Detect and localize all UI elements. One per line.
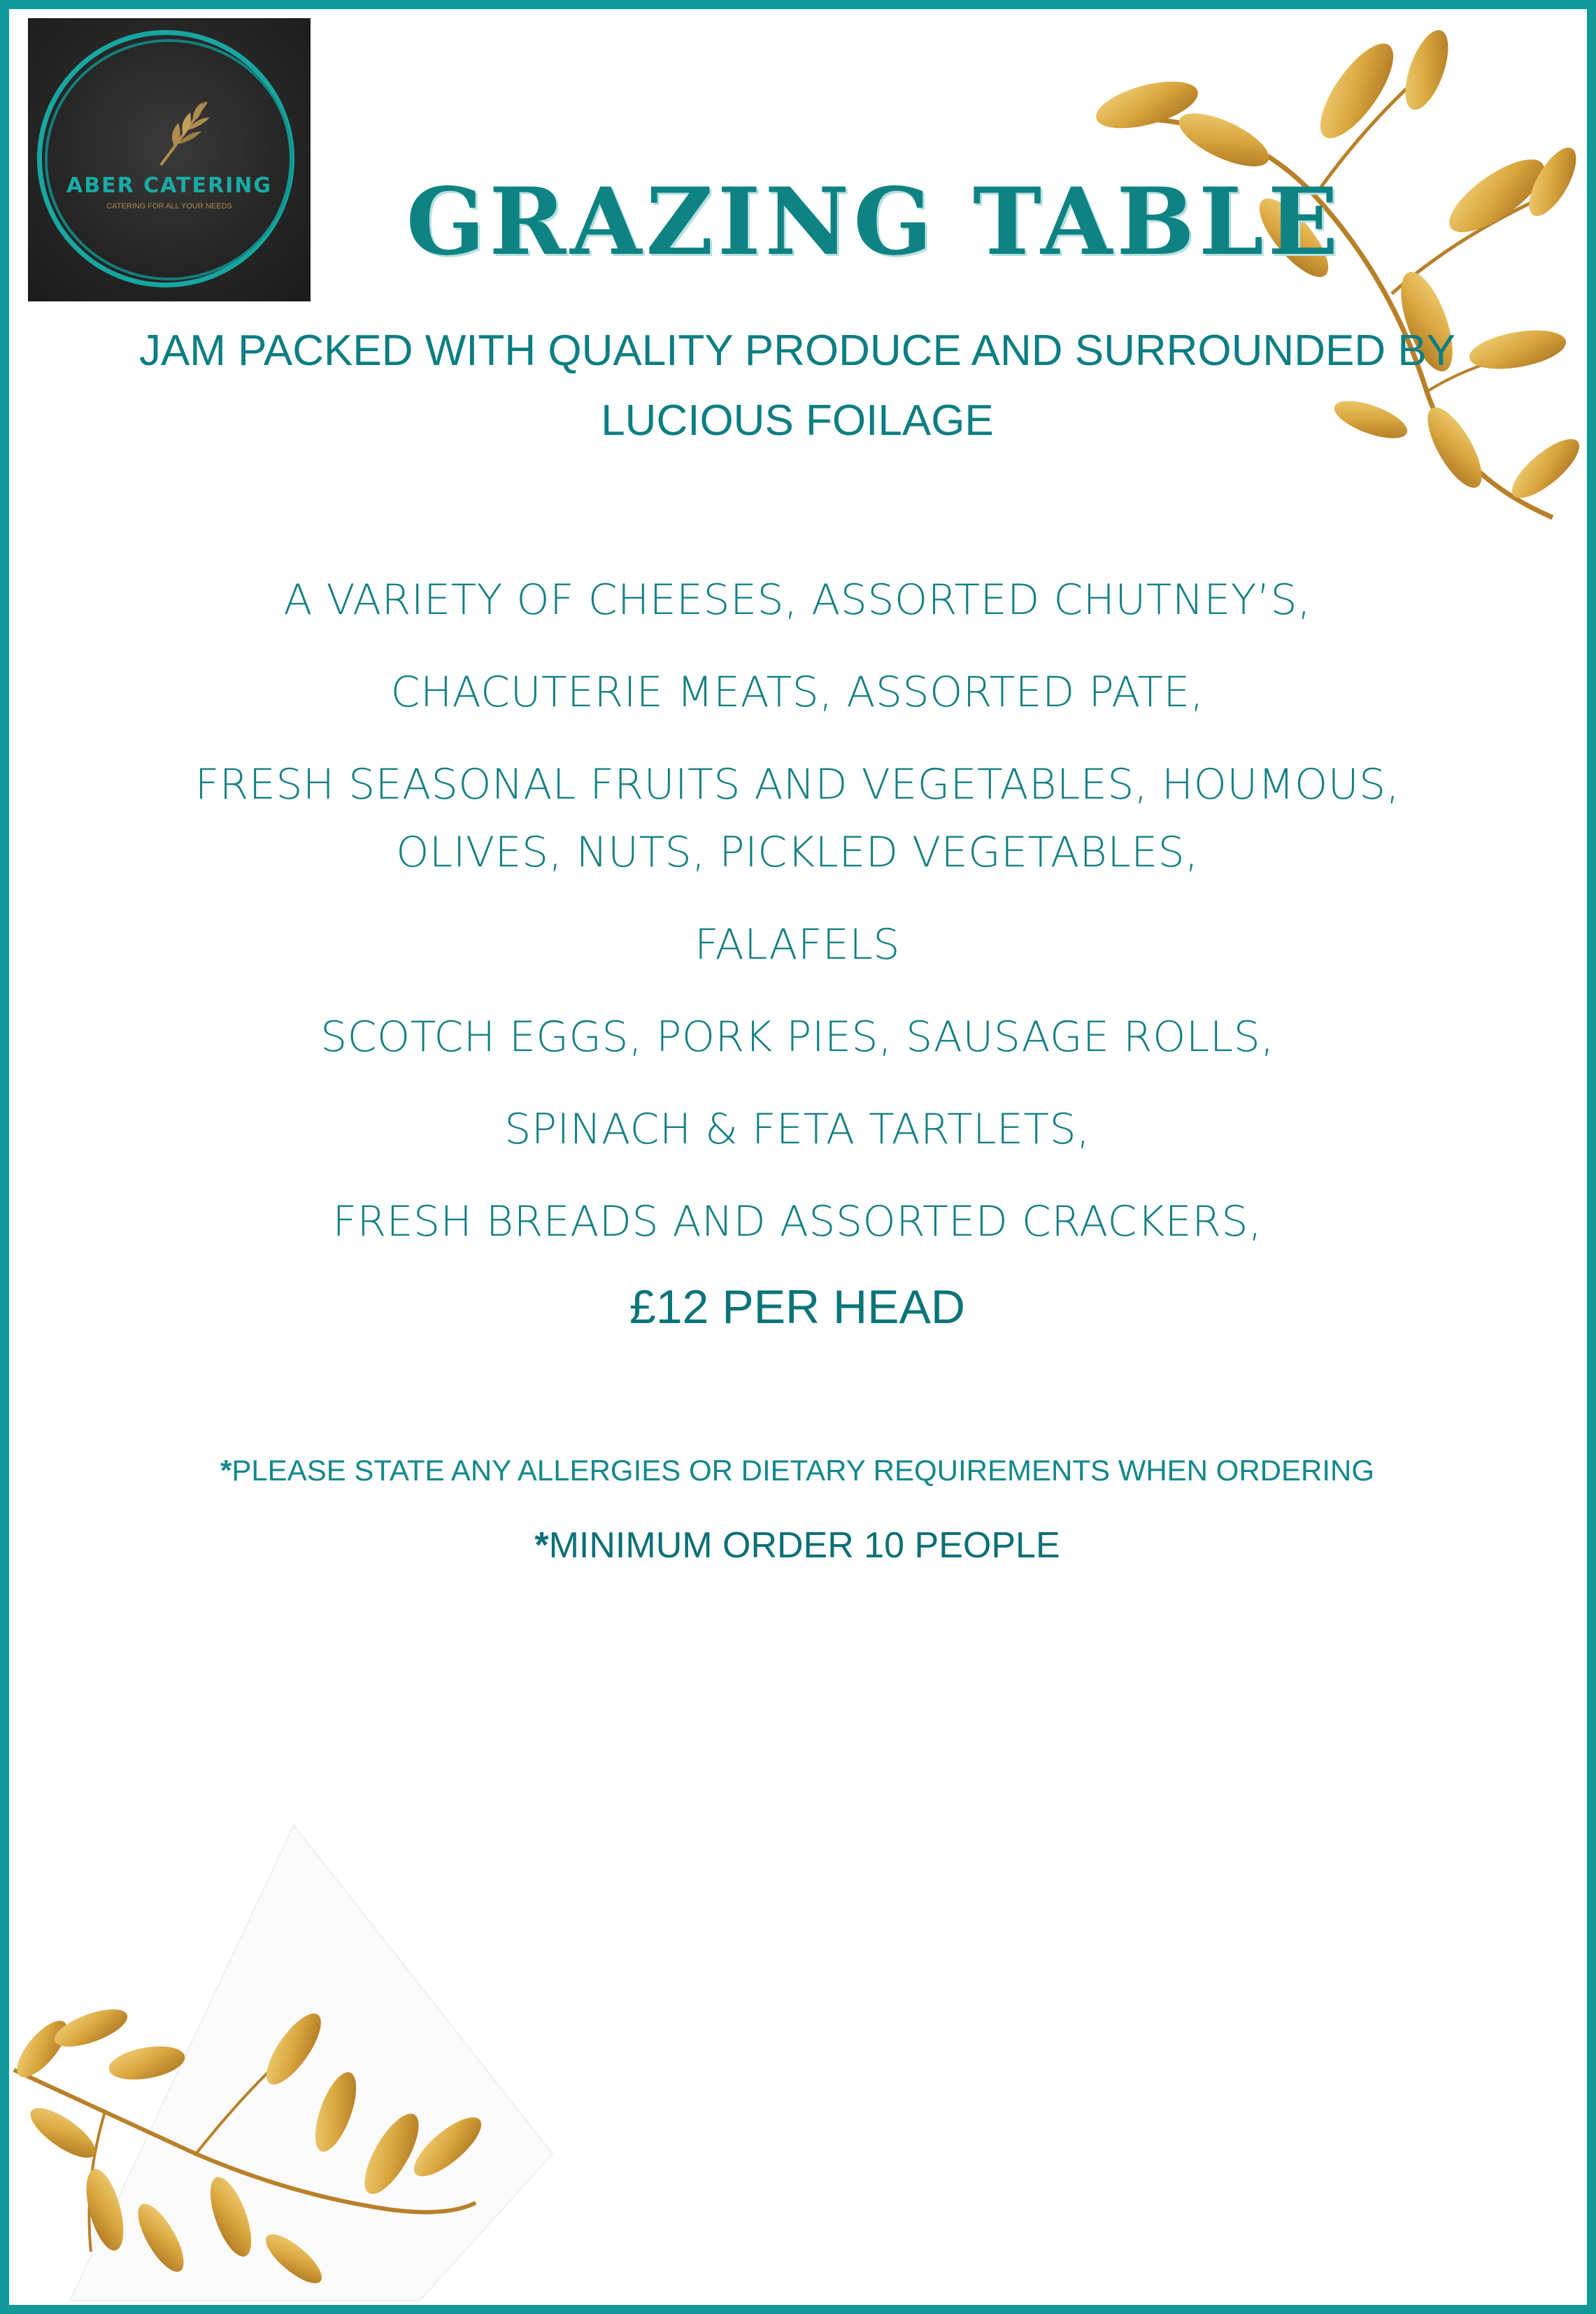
aber-catering-logo xyxy=(28,18,311,301)
menu-item: FALAFELS xyxy=(694,920,900,969)
asterisk: * xyxy=(534,1525,549,1566)
asterisk: * xyxy=(220,1454,232,1487)
minimum-order-note xyxy=(98,1524,1497,1566)
gold-foliage-top-right xyxy=(1063,28,1595,559)
page-title: GRAZING TABLE xyxy=(406,168,1343,276)
menu-items xyxy=(98,566,1497,1280)
allergies-note xyxy=(98,1454,1497,1487)
allergies-note-text: PLEASE STATE ANY ALLERGIES OR DIETARY REQUIREMENTS WHEN ORDERING xyxy=(231,1454,1375,1487)
price: £12 PER HEAD xyxy=(629,1280,965,1334)
menu-item: SCOTCH EGGS, PORK PIES, SAUSAGE ROLLS, xyxy=(320,1013,1274,1062)
menu-item: A VARIETY OF CHEESES, ASSORTED CHUTNEY’S, xyxy=(283,576,1311,624)
menu-item: FRESH SEASONAL FRUITS AND VEGETABLES, HOUMOUS, OLIVES, NUTS, PICKLED VEGETABLES, xyxy=(194,760,1400,877)
leaf-icon xyxy=(140,95,217,172)
menu-item: CHACUTERIE MEATS, ASSORTED PATE, xyxy=(390,668,1204,717)
logo-tagline: CATERING FOR ALL YOUR NEEDS xyxy=(106,202,232,210)
menu-item: FRESH BREADS AND ASSORTED CRACKERS, xyxy=(332,1197,1262,1246)
gold-foliage-bottom-left xyxy=(0,1818,560,2308)
logo-name: ABER CATERING xyxy=(66,173,272,198)
menu-item: SPINACH & FETA TARTLETS, xyxy=(504,1105,1090,1154)
minimum-order-text: MINIMUM ORDER 10 PEOPLE xyxy=(548,1525,1060,1566)
subtitle: JAM PACKED WITH QUALITY PRODUCE AND SURROUNDED BY LUCIOUS FOILAGE xyxy=(138,327,1456,445)
